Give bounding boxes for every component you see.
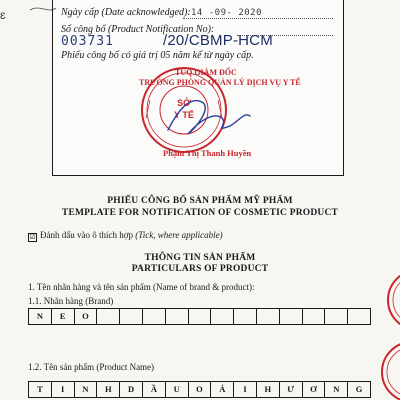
tick-label-en: (Tick, where applicable) <box>135 230 223 240</box>
brand-cell <box>280 309 303 325</box>
product-cell: N <box>325 382 348 398</box>
form-title-en: TEMPLATE FOR NOTIFICATION OF COSMETIC PRODUCT <box>61 208 339 218</box>
edge-mark: ɛ <box>0 8 6 22</box>
seal-text-line1: SỞ <box>177 98 191 108</box>
signer-name: Phạm Thị Thanh Huyền <box>163 148 252 158</box>
item-1-label: 1. Tên nhãn hàng và tên sản phẩm (Name of brand & product): <box>28 282 255 292</box>
date-stamp: 14 -09- 2020 <box>191 8 263 18</box>
product-cell: N <box>75 382 98 398</box>
brand-cell: O <box>75 309 98 325</box>
brand-cell <box>348 309 371 325</box>
section-title-vi: THÔNG TIN SẢN PHẨM <box>144 253 256 263</box>
brand-cell <box>234 309 257 325</box>
acknowledgement-box <box>52 0 344 176</box>
product-cell: H <box>257 382 280 398</box>
section-title-en: PARTICULARS OF PRODUCT <box>131 264 269 274</box>
item-1-1-label: 1.1. Nhãn hàng (Brand) <box>28 296 114 306</box>
number-stamp: 003731 <box>61 34 114 49</box>
number-label: Số công bố (Product Notification No): <box>61 24 215 35</box>
item-1-2-label: 1.2. Tên sản phẩm (Product Name) <box>28 362 155 372</box>
signer-title-line2: TRƯỞNG PHÒNG QUẢN LÝ DỊCH VỤ Y TẾ <box>139 78 301 87</box>
signer-title-line1: TUQ.GIÁM ĐỐC <box>175 68 237 77</box>
product-cell: G <box>348 382 371 398</box>
right-edge-seal-1 <box>388 270 400 330</box>
tick-label: Đánh dấu vào ô thích hợp <box>40 230 133 240</box>
brand-cell <box>257 309 280 325</box>
product-cell: D <box>120 382 143 398</box>
product-cell: Ầ <box>143 382 166 398</box>
brand-cell <box>166 309 189 325</box>
product-cell: H <box>97 382 120 398</box>
date-dotted-line <box>183 18 333 19</box>
product-cell: I <box>52 382 75 398</box>
product-cell: O <box>189 382 212 398</box>
checkbox-icon: ☑ <box>29 233 36 241</box>
brand-cell <box>325 309 348 325</box>
number-suffix: /20/CBMP-HCM <box>163 32 273 49</box>
brand-cell <box>143 309 166 325</box>
brand-cell <box>211 309 234 325</box>
product-letter-grid <box>28 381 371 398</box>
form-title-vi: PHIẾU CÔNG BỐ SẢN PHẨM MỸ PHẨM <box>107 196 293 206</box>
product-cell: Ả <box>211 382 234 398</box>
date-label: Ngày cấp (Date acknowledged): <box>61 7 191 18</box>
right-edge-seal-2 <box>382 342 400 400</box>
brand-cell <box>97 309 120 325</box>
brand-letter-grid <box>28 308 371 325</box>
product-cell: I <box>234 382 257 398</box>
product-cell: T <box>29 382 52 398</box>
brand-cell: E <box>52 309 75 325</box>
seal-text-line2: Y TẾ <box>174 110 194 120</box>
product-cell: Ơ <box>303 382 326 398</box>
tick-instruction <box>28 230 223 242</box>
product-cell: U <box>166 382 189 398</box>
validity-text: Phiếu công bố có giá trị 05 năm kể từ ngày cấp. <box>61 50 254 61</box>
product-cell: Ư <box>280 382 303 398</box>
brand-cell <box>303 309 326 325</box>
brand-cell <box>189 309 212 325</box>
brand-cell: N <box>29 309 52 325</box>
brand-cell <box>120 309 143 325</box>
